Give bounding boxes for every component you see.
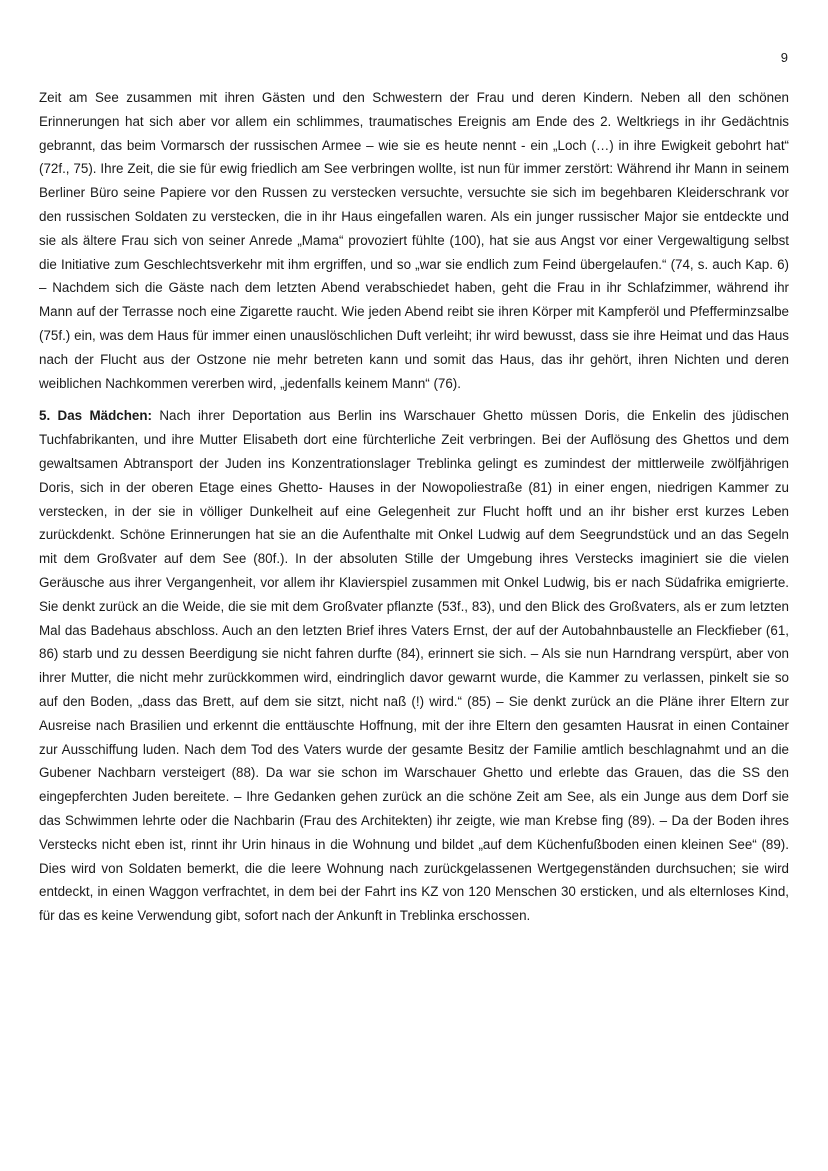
paragraph-text: Nach ihrer Deportation aus Berlin ins Warschauer Ghetto müssen Doris, die Enkelin des jüdischen Tuchfabrikanten, und ihre Mutter Elisabeth dort eine fürchterliche Zeit verbringen. Bei der Auflösung des Ghettos und dem gewaltsamen Abtransport der Juden ins Konzentrationslager Treblinka gelingt es zumindest der mittlerweile zwölfjährigen Doris, sich in der oberen Etage eines Ghetto- Hauses in der Nowopoliestraße (81) in einer engen, niedrigen Kammer zu verstecken, in der sie in völliger Dunkelheit auf eine Gelegenheit zur Flucht hofft und an ihr bisher erst kurzes Leben zurückdenkt. Schöne Erinnerungen hat sie an die Aufenthalte mit Onkel Ludwig auf dem Seegrundstück und an das Segeln mit dem Großvater auf dem See (80f.). In der absoluten Stille der Umgebung ihres Verstecks imaginiert sie die vielen Geräusche aus ihrer Vergangenheit, vor allem ihr Klavierspiel zusammen mit Onkel Ludwig, bis er nach Südafrika emigrierte. Sie denkt zurück an die Weide, die sie mit dem Großvater pflanzte (53f., 83), und den Blick des Großvaters, als er zum letzten Mal das Badehaus abschloss. Auch an den letzten Brief ihres Vaters Ernst, der auf der Autobahnbaustelle an Fleckfieber (61, 86) starb und zu dessen Beerdigung sie nicht fahren durfte (84), erinnert sie sich. – Als sie nun Harndrang verspürt, aber von ihrer Mutter, die nicht mehr zurückkommen wird, eindringlich davor gewarnt wurde, die Kammer zu verlassen, pinkelt sie so auf den Boden, „dass das Brett, auf dem sie sitzt, nicht naß (!) wird.“ (85) – Sie denkt zurück an die Pläne ihrer Eltern zur Ausreise nach Brasilien und erkennt die enttäuschte Hoffnung, mit der ihre Eltern den gesamten Hausrat in einen Container zur Ausschiffung luden. Nach dem Tod des Vaters wurde der gesamte Besitz der Familie amtlich beschlagnahmt und an die Gubener Nachbarn versteigert (88). Da war sie schon im Warschauer Ghetto und erlebte das Grauen, das die SS den eingepferchten Juden bereitete. – Ihre Gedanken gehen zurück an die schöne Zeit am See, als ein Junge aus dem Dorf sie das Schwimmen lehrte oder die Nachbarin (Frau des Architekten) ihr zeigte, wie man Krebse fing (89). – Da der Boden ihres Verstecks nicht eben ist, rinnt ihr Urin hinaus in die Wohnung und bildet „auf dem Küchenfußboden einen kleinen See“ (89). Dies wird von Soldaten bemerkt, die die leere Wohnung nach zurückgelassenen Wertgegenständen durchsuchen; sie wird entdeckt, in einen Waggon verfrachtet, in dem bei der Fahrt ins KZ von 120 Menschen 30 ersticken, und als elternloses Kind, für das es keine Verwendung gibt, sofort nach der Ankunft in Treblinka erschossen. [39, 408, 790, 924]
page-number: 9 [780, 50, 788, 65]
section-heading: 5. Das Mädchen: [39, 408, 152, 424]
paragraph-section-5 [39, 404, 789, 928]
paragraph-continuation [39, 86, 789, 395]
document-body [39, 86, 789, 928]
paragraph-text: Zeit am See zusammen mit ihren Gästen und den Schwestern der Frau und deren Kindern. Neben all den schönen Erinnerungen hat sich aber vor allem ein schlimmes, traumatisches Ereignis am Ende des 2. Weltkriegs in ihr Gedächtnis gebrannt, das beim Vormarsch der russischen Armee – wie sie es heute nennt - ein „Loch (…) in ihre Ewigkeit gebohrt hat“ (72f., 75). Ihre Zeit, die sie für ewig friedlich am See verbringen wollte, ist nun für immer zerstört: Während ihr Mann in seinem Berliner Büro seine Papiere vor den Russen zu verstecken versuchte, versuchte sie sich im begehbaren Kleiderschrank vor den russischen Soldaten zu verstecken, die in ihr Haus eingefallen waren. Als ein junger russischer Major sie entdeckte und sie als ältere Frau sich von seiner Anrede „Mama“ provoziert fühlte (100), hat sie aus Angst vor einer Vergewaltigung selbst die Initiative zum Geschlechtsverkehr mit ihm ergriffen, und so „war sie endlich zum Feind übergelaufen.“ (74, s. auch Kap. 6) – Nachdem sich die Gäste nach dem letzten Abend verabschiedet haben, geht die Frau in ihr Schlafzimmer, während ihr Mann auf der Terrasse noch eine Zigarette raucht. Wie jeden Abend reibt sie ihren Körper mit Kampferöl und Pfefferminzsalbe (75f.) ein, was dem Haus für immer einen unauslöschlichen Duft verleiht; ihr wird bewusst, dass sie ihre Heimat und das Haus nach der Flucht aus der Ostzone nie mehr betreten kann und somit das Haus, das ihr gehört, ihren Nichten und deren weiblichen Nachkommen vererben wird, „jedenfalls keinem Mann“ (76). [39, 90, 789, 391]
